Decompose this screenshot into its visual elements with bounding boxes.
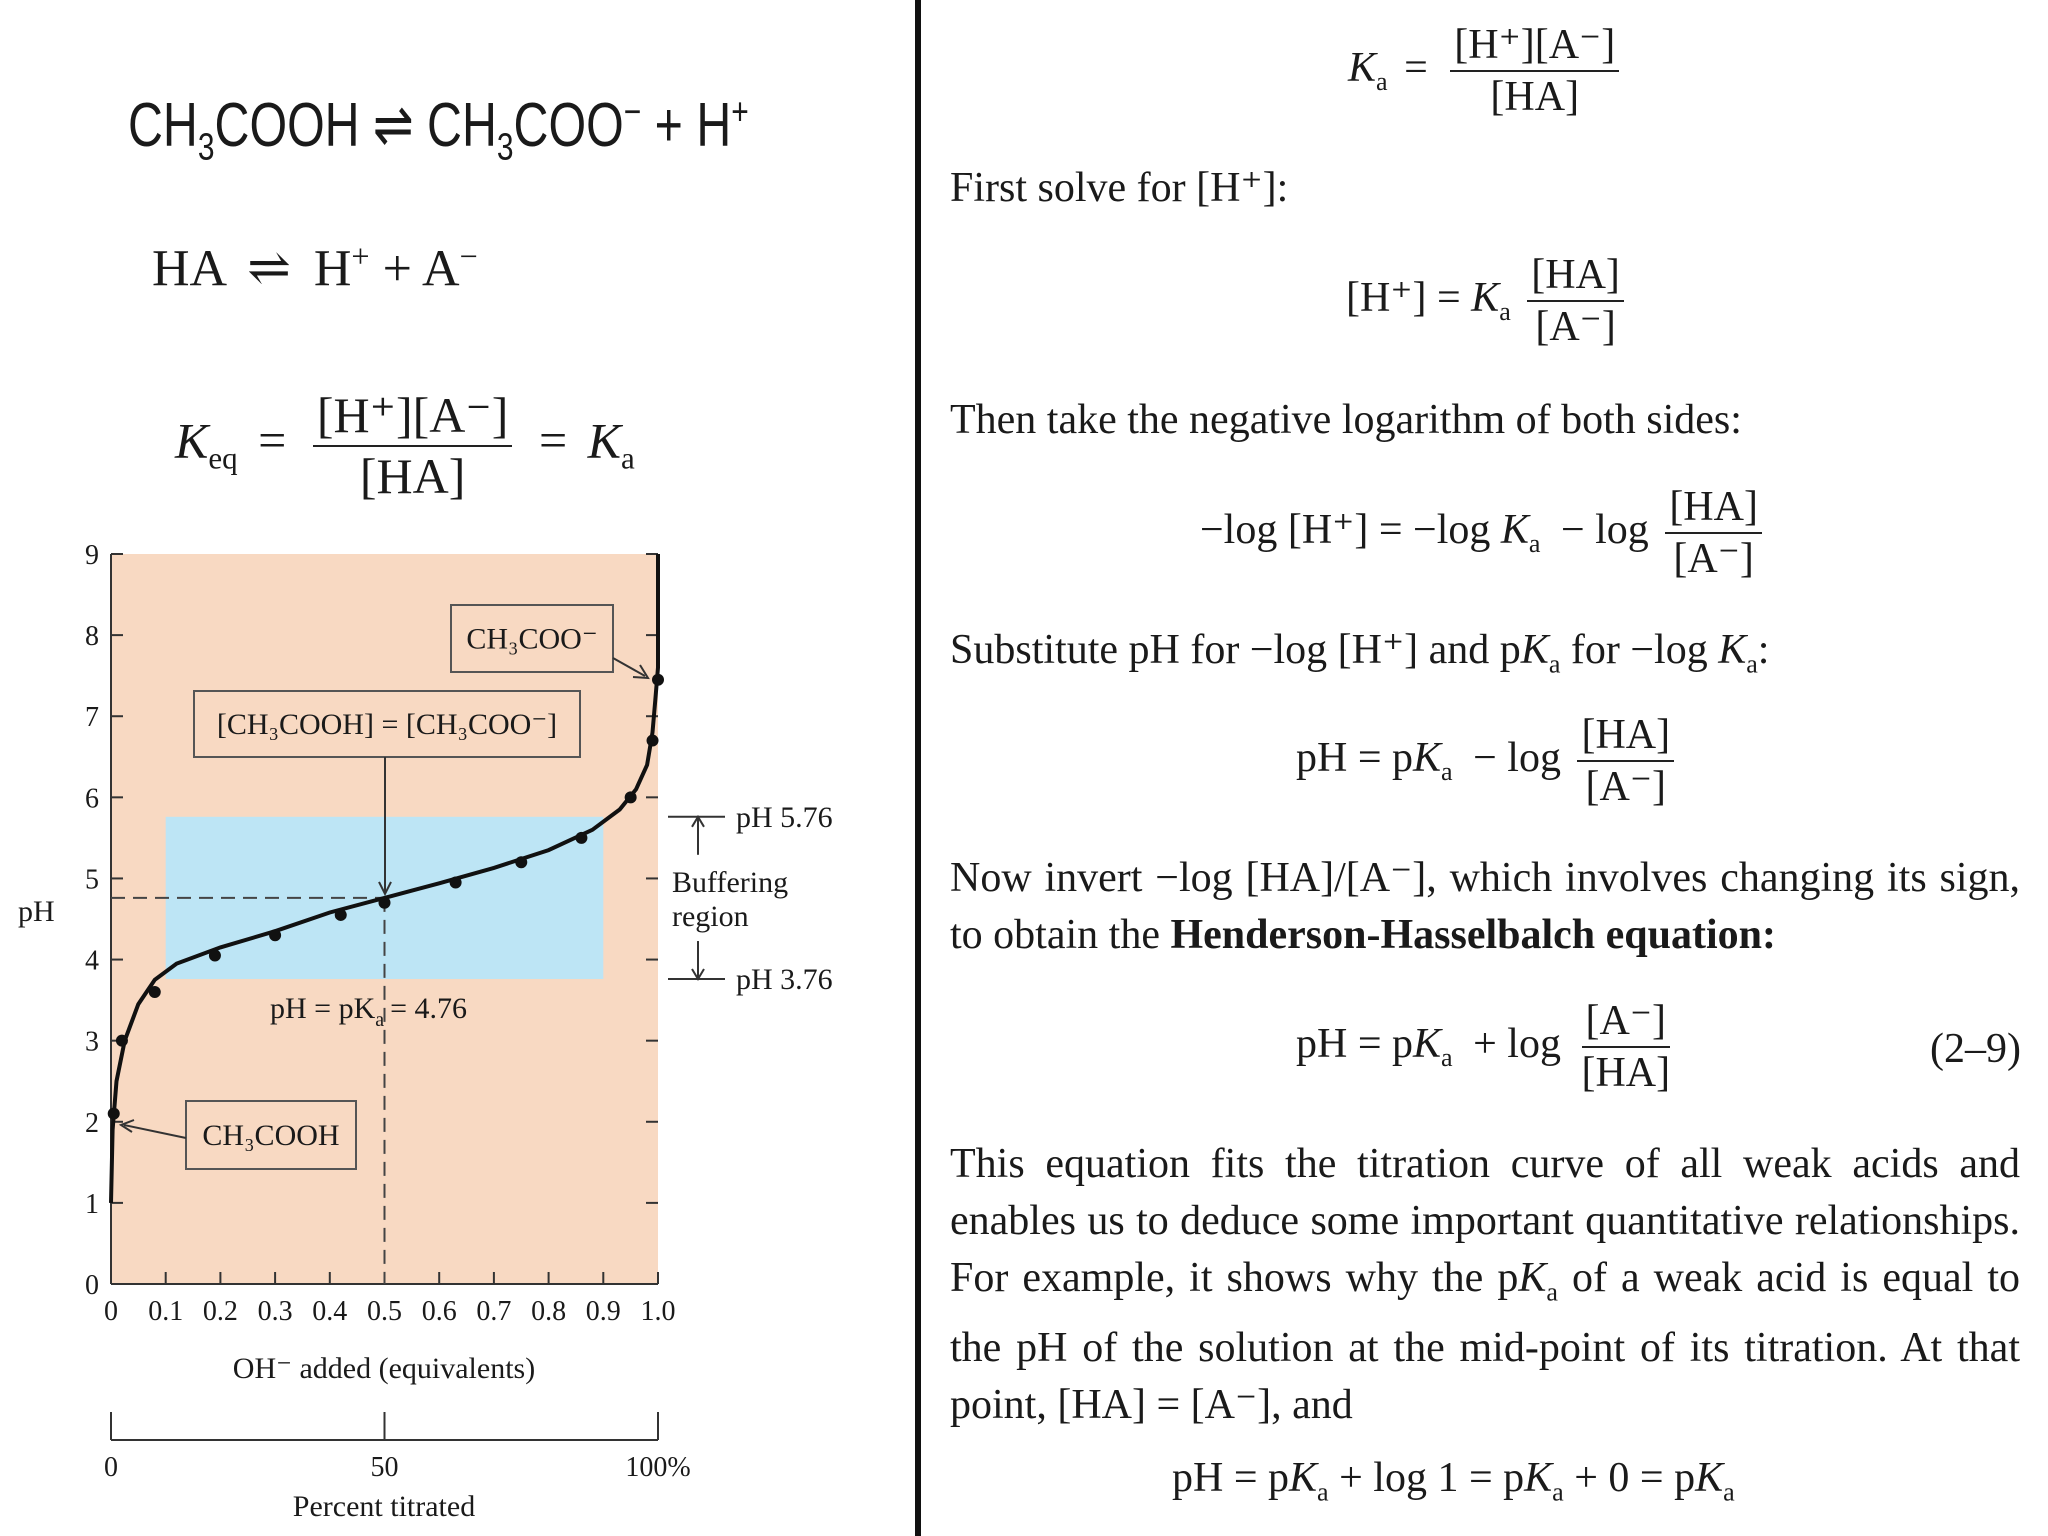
percent-titrated-axis (104, 1412, 691, 1483)
data-point (108, 1108, 120, 1120)
x-tick-label: 0 (104, 1296, 118, 1327)
data-point (379, 897, 391, 909)
ph-high-label: pH 5.76 (736, 800, 833, 834)
region-label: region (672, 899, 749, 933)
titration-curve-chart (0, 540, 900, 1530)
acetate-ion-label: CH₃COO⁻ (466, 622, 598, 656)
log-equation: −log [H⁺] = −log $K_a - \log$ $\frac{[HA]}{[A^-]}$ (1200, 484, 1768, 582)
paragraph-substitute: Substitute pH for −log [H⁺] and $pK_a$ for −log $K_a$: (950, 627, 1770, 679)
generic-acid-reaction: HA ⇌ H+ + A− (152, 238, 478, 298)
x-tick-label: 0.1 (148, 1296, 184, 1327)
percent-tick-label: 0 (104, 1452, 118, 1483)
y-tick-label: 7 (85, 702, 99, 734)
final-equation: pH = $pK_a + \log 1 = pK_a + 0 = pK_a$ (1172, 1455, 1735, 1507)
equilibrium-arrow-icon: ⇌ (373, 91, 414, 160)
data-point (575, 832, 587, 844)
y-tick-label: 2 (85, 1107, 99, 1139)
x-tick-label: 0.9 (585, 1296, 621, 1327)
x-tick-label: 0.8 (531, 1296, 567, 1327)
y-tick-label: 3 (85, 1026, 99, 1058)
h-concentration-equation: $[H^+] = K_a$ $\frac{[HA]}{[A^-]}$ (1346, 252, 1630, 350)
paragraph-solve: First solve for [H⁺]: (950, 165, 1289, 211)
y-tick-label: 5 (85, 864, 99, 896)
y-tick-label: 6 (85, 783, 99, 815)
data-point (209, 950, 221, 962)
ka-equation: $K_a$ = $\frac{[H^+][A^-]}{[HA]}$ (1348, 22, 1625, 120)
paragraph-invert: Now invert −log [HA]/[A⁻], which involves changing its sign, to obtain the Henderson-Hasselbalch equation: (950, 855, 2020, 958)
y-tick-label: 4 (85, 945, 99, 977)
equilibrium-arrow-icon: ⇌ (247, 240, 291, 298)
x-axis-label: OH⁻ added (equivalents) (232, 1352, 536, 1385)
data-point (515, 856, 527, 868)
data-point (450, 877, 462, 889)
data-point (269, 929, 281, 941)
x-tick-label: 0.2 (202, 1296, 238, 1327)
data-point (335, 909, 347, 921)
equal-concentration-label: [CH₃COOH] = [CH₃COO⁻] (216, 708, 558, 741)
x-tick-label: 0.4 (312, 1296, 348, 1327)
data-point (652, 674, 664, 686)
x-tick-label: 1.0 (640, 1296, 676, 1327)
x-tick-label: 0.7 (476, 1296, 512, 1327)
buffering-label: Buffering (672, 865, 789, 899)
data-point (647, 735, 659, 747)
x-tick-label: 0.3 (257, 1296, 293, 1327)
column-divider (915, 0, 921, 1536)
ph-low-label: pH 3.76 (736, 963, 833, 997)
keq-fraction: $\frac{[H^+][A^-]}{[HA]}$ (313, 388, 513, 504)
data-point (625, 791, 637, 803)
percent-axis-label: Percent titrated (292, 1490, 476, 1523)
acetic-acid-reaction: $CH_3COOH$ ⇌ $CH_3COO^- + H^+$ (128, 90, 749, 169)
keq-equation: $K_{eq}$ = $\frac{[H^+][A^-]}{[HA]}$ = $K_a$ (175, 387, 635, 504)
paragraph-log: Then take the negative logarithm of both sides: (950, 397, 1742, 443)
x-tick-label: 0.6 (421, 1296, 457, 1327)
paragraph-explanation: This equation fits the titration curve of all weak acids and enables us to deduce some important quantitative relationships. For example, it shows why the $pK_a$ of a weak acid is equal to the pH of the solution at the mid-point of its titration. At that point, [HA] = [A⁻], and (950, 1141, 2020, 1429)
percent-tick-label: 50 (370, 1452, 399, 1483)
pka-label: pH = $pK_a = 4.76$ (270, 991, 468, 1031)
equation-number: (2–9) (1930, 1026, 2021, 1072)
acetic-acid-label: CH₃COOH (202, 1119, 340, 1152)
henderson-hasselbalch-equation: pH = $pK_a + \log$ $\frac{[A^-]}{[HA]}$ (1296, 998, 1671, 1097)
y-tick-label: 8 (85, 621, 99, 653)
y-tick-label: 1 (85, 1188, 99, 1220)
percent-tick-label: 100% (625, 1452, 691, 1483)
ph-equation: pH = $pK_a - \log$ $\frac{[HA]}{[A^-]}$ (1296, 712, 1680, 810)
data-point (116, 1035, 128, 1047)
y-tick-label: 0 (85, 1270, 99, 1301)
data-point (149, 986, 161, 998)
y-axis-label: pH (18, 895, 55, 928)
y-tick-label: 9 (85, 540, 99, 571)
x-tick-label: 0.5 (367, 1296, 402, 1327)
